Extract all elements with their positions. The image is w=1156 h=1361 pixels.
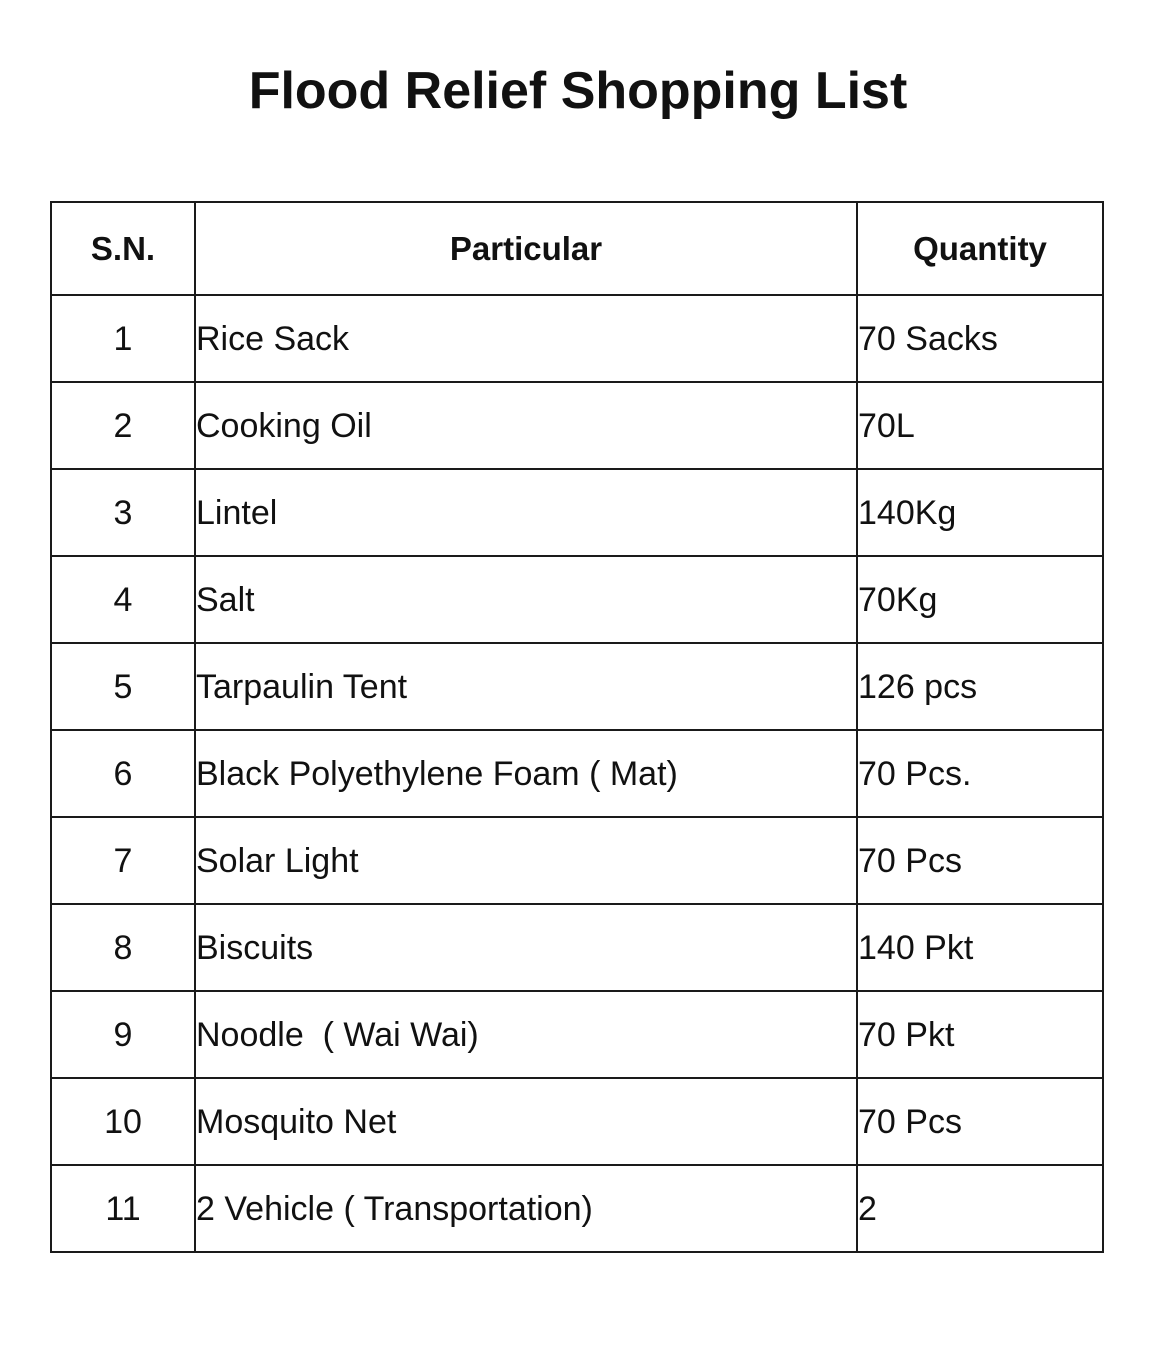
cell-particular: Black Polyethylene Foam ( Mat) [195, 730, 857, 817]
table-row [51, 1078, 1103, 1165]
cell-quantity: 2 [857, 1165, 1103, 1252]
table-row [51, 556, 1103, 643]
shopping-list-table [50, 201, 1104, 1253]
cell-sn: 10 [51, 1078, 195, 1165]
cell-particular: 2 Vehicle ( Transportation) [195, 1165, 857, 1252]
cell-quantity: 70 Pcs. [857, 730, 1103, 817]
cell-sn: 8 [51, 904, 195, 991]
cell-quantity: 70 Pcs [857, 817, 1103, 904]
cell-particular: Cooking Oil [195, 382, 857, 469]
page-title: Flood Relief Shopping List [248, 62, 908, 120]
header-quantity: Quantity [857, 202, 1103, 295]
cell-quantity: 70 Sacks [857, 295, 1103, 382]
cell-quantity: 126 pcs [857, 643, 1103, 730]
cell-sn: 3 [51, 469, 195, 556]
cell-particular: Lintel [195, 469, 857, 556]
header-row [51, 202, 1103, 295]
table-row [51, 1165, 1103, 1252]
table-row [51, 382, 1103, 469]
table-row [51, 469, 1103, 556]
cell-quantity: 140Kg [857, 469, 1103, 556]
header-particular: Particular [195, 202, 857, 295]
header-sn: S.N. [51, 202, 195, 295]
cell-sn: 2 [51, 382, 195, 469]
table-row [51, 991, 1103, 1078]
cell-quantity: 70 Pkt [857, 991, 1103, 1078]
cell-sn: 5 [51, 643, 195, 730]
cell-quantity: 70Kg [857, 556, 1103, 643]
table-row [51, 817, 1103, 904]
cell-sn: 9 [51, 991, 195, 1078]
cell-sn: 1 [51, 295, 195, 382]
table-row [51, 643, 1103, 730]
cell-particular: Rice Sack [195, 295, 857, 382]
cell-particular: Salt [195, 556, 857, 643]
table-row [51, 904, 1103, 991]
cell-particular: Noodle ( Wai Wai) [195, 991, 857, 1078]
table-row [51, 295, 1103, 382]
cell-sn: 4 [51, 556, 195, 643]
cell-particular: Mosquito Net [195, 1078, 857, 1165]
cell-sn: 11 [51, 1165, 195, 1252]
cell-sn: 6 [51, 730, 195, 817]
cell-particular: Tarpaulin Tent [195, 643, 857, 730]
cell-sn: 7 [51, 817, 195, 904]
cell-quantity: 70L [857, 382, 1103, 469]
cell-quantity: 70 Pcs [857, 1078, 1103, 1165]
cell-particular: Solar Light [195, 817, 857, 904]
table-header [51, 202, 1103, 295]
cell-particular: Biscuits [195, 904, 857, 991]
cell-quantity: 140 Pkt [857, 904, 1103, 991]
table-row [51, 730, 1103, 817]
table-body [51, 295, 1103, 1252]
